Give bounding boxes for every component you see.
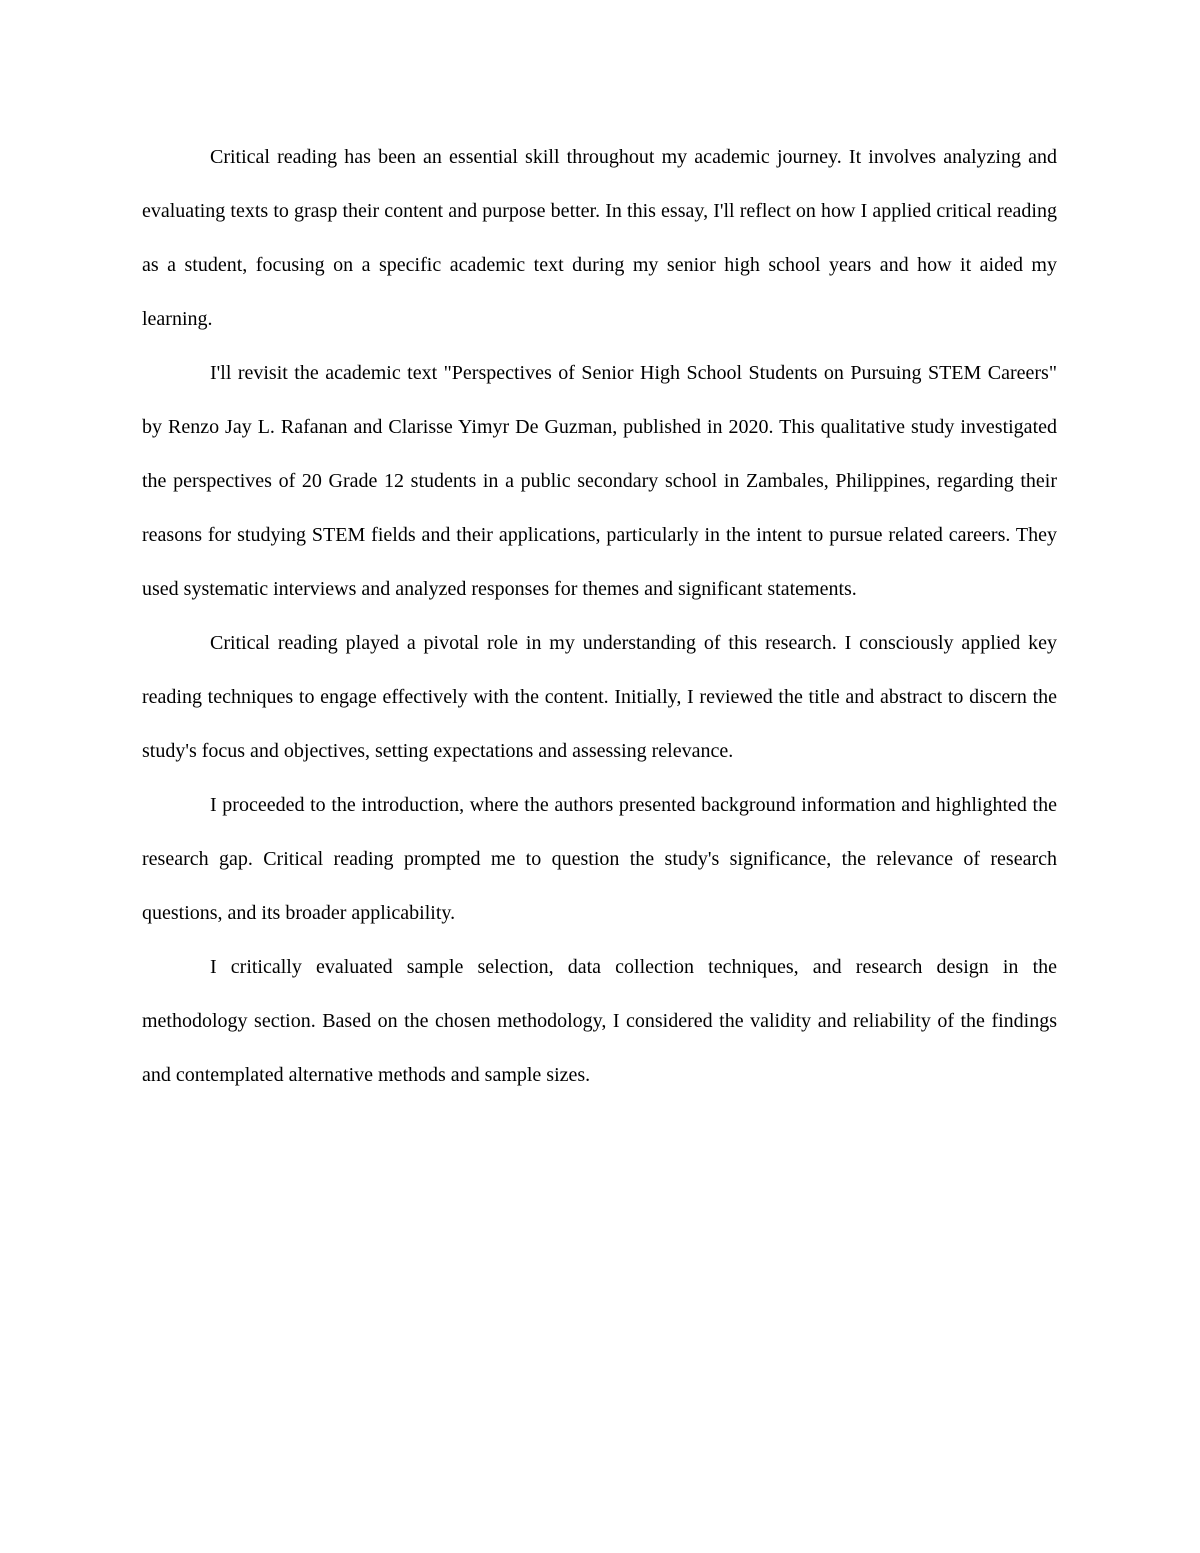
- paragraph: I'll revisit the academic text "Perspectives of Senior High School Students on Pursuing STEM Careers" by Renzo Jay L. Rafanan and Clarisse Yimyr De Guzman, published in 2020. This qualitative study investigated the perspectives of 20 Grade 12 students in a public secondary school in Zambales, Philippines, regarding their reasons for studying STEM fields and their applications, particularly in the intent to pursue related careers. They used systematic interviews and analyzed responses for themes and significant statements.: [142, 362, 1057, 600]
- document-body: [142, 130, 1057, 1102]
- paragraph: Critical reading played a pivotal role in my understanding of this research. I consciously applied key reading techniques to engage effectively with the content. Initially, I reviewed the title and abstract to discern the study's focus and objectives, setting expectations and assessing relevance.: [142, 632, 1057, 762]
- paragraph: Critical reading has been an essential skill throughout my academic journey. It involves analyzing and evaluating texts to grasp their content and purpose better. In this essay, I'll reflect on how I applied critical reading as a student, focusing on a specific academic text during my senior high school years and how it aided my learning.: [142, 146, 1057, 330]
- paragraph: I critically evaluated sample selection, data collection techniques, and research design in the methodology section. Based on the chosen methodology, I considered the validity and reliability of the findings and contemplated alternative methods and sample sizes.: [142, 956, 1057, 1086]
- paragraph: I proceeded to the introduction, where the authors presented background information and highlighted the research gap. Critical reading prompted me to question the study's significance, the relevance of research questions, and its broader applicability.: [142, 794, 1057, 924]
